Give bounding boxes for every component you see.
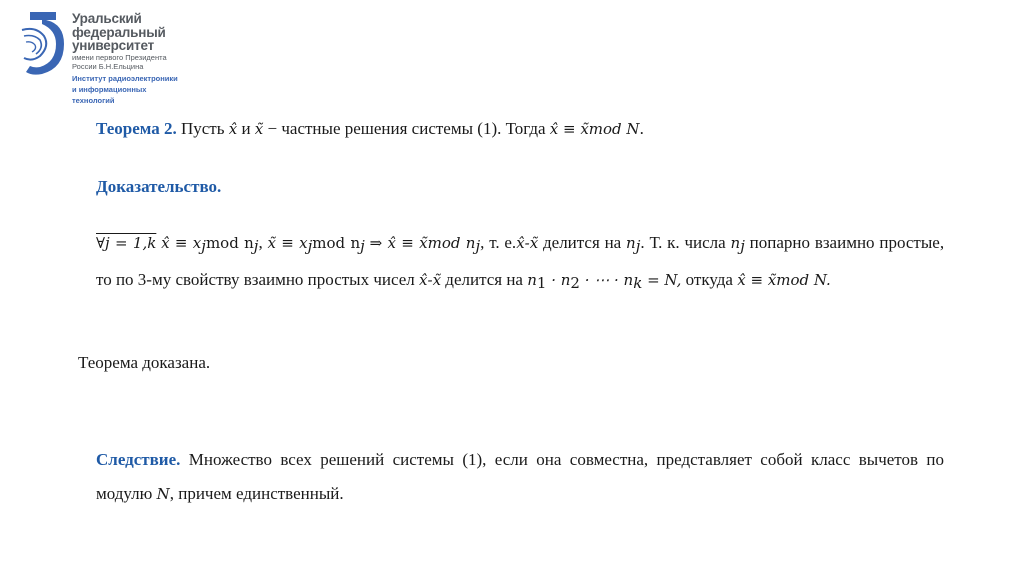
subscript: 1 (536, 274, 547, 292)
corollary-label: Следствие. (96, 450, 181, 469)
and-word: и (241, 119, 251, 138)
subscript: j (360, 237, 365, 255)
urfu-logo-icon (20, 10, 70, 76)
theorem-label: Теорема 2. (96, 119, 177, 138)
n-var: n (626, 234, 636, 252)
n-var: n (730, 234, 741, 252)
logo-text (72, 12, 178, 105)
product-eq: = N, (642, 271, 682, 289)
university-name-line: университет (72, 38, 154, 53)
mod-n: mod n (205, 234, 254, 252)
product-dot: · n (546, 271, 571, 289)
proven-text: Теорема доказана. (78, 353, 211, 372)
divides-text: делится на (445, 270, 523, 289)
implication: ⇒ x̂ ≡ x̃mod n (369, 234, 476, 252)
subscript: 2 (570, 274, 580, 292)
subscript: j (307, 237, 313, 255)
proof-body: ∀j = 1,k x̂ ≡ $x_jmod$ $n_j$, x̃ ≡ $x_jmod$ $n_j$ ⇒ x̂ ≡ x̃mod $n_j$, т. е.x̂-x̃ делится на $n_j$. Т. к. числа $n_j$ попарно взаимно простые, то по 3-му свойству взаимно простых чисел x̂-x̃ делится на $n_1 \cdot n_2$ · ⋯ · $n_k = N$, откуда x̂ ≡ x̃mod N. (96, 233, 945, 292)
difference: x̂-x̃ (419, 271, 442, 289)
institute-line: Институт радиоэлектроники (72, 73, 178, 83)
corollary-text: Множество всех решений системы (1), если она совместна, представляет собой класс вычетов по модулю (96, 450, 945, 503)
theorem-text: Пусть (180, 119, 225, 138)
university-logo (20, 10, 210, 110)
theorem-proven (78, 346, 478, 380)
subscript: j (253, 237, 259, 255)
x-hat: x̂ (228, 120, 238, 138)
institute-line: технологий (72, 95, 115, 105)
te-word: т. е. (489, 233, 517, 252)
x-tilde: x̃ (254, 120, 264, 138)
subscript: j (475, 237, 481, 255)
N-var: N (156, 485, 170, 503)
product-dots: · ⋯ · n (579, 271, 634, 289)
pairwise-text: попарно взаимно простые, то по 3-му свойству взаимно простых чисел (96, 233, 945, 289)
subscript: j (635, 237, 641, 255)
difference: x̂-x̃ (516, 234, 539, 252)
congruence-1: x̂ ≡ x (161, 234, 202, 252)
subscript: k (633, 274, 643, 292)
forall-expression: ∀j = 1,k (96, 234, 157, 252)
subscript: j (201, 237, 206, 255)
university-subtitle-line: России Б.Н.Ельцина (72, 62, 144, 71)
proof-heading (96, 170, 496, 204)
since-text: Т. к. числа (649, 233, 726, 252)
final-congruence: x̂ ≡ x̃mod N. (737, 271, 831, 289)
corollary (96, 443, 944, 511)
corollary-end: , причем единственный. (169, 484, 344, 503)
university-name-line: федеральный (72, 24, 166, 40)
product-n: n (527, 271, 537, 289)
university-subtitle-line: имени первого Президента (72, 52, 167, 62)
whence-word: откуда (685, 270, 733, 289)
university-name-line: Уральский (72, 11, 142, 26)
mod-n: mod n (312, 234, 361, 252)
subscript: j (740, 237, 745, 255)
period: . (639, 119, 644, 138)
congruence-2: x̃ ≡ x (267, 234, 308, 252)
divides-text: делится на (543, 233, 622, 252)
theorem-text-2: − частные решения системы (1). Тогда (267, 119, 546, 138)
proof-label: Доказательство. (96, 177, 222, 196)
institute-line: и информационных (72, 84, 147, 94)
theorem-congruence: x̂ ≡ x̃mod N (549, 120, 640, 138)
theorem-statement (96, 112, 956, 146)
